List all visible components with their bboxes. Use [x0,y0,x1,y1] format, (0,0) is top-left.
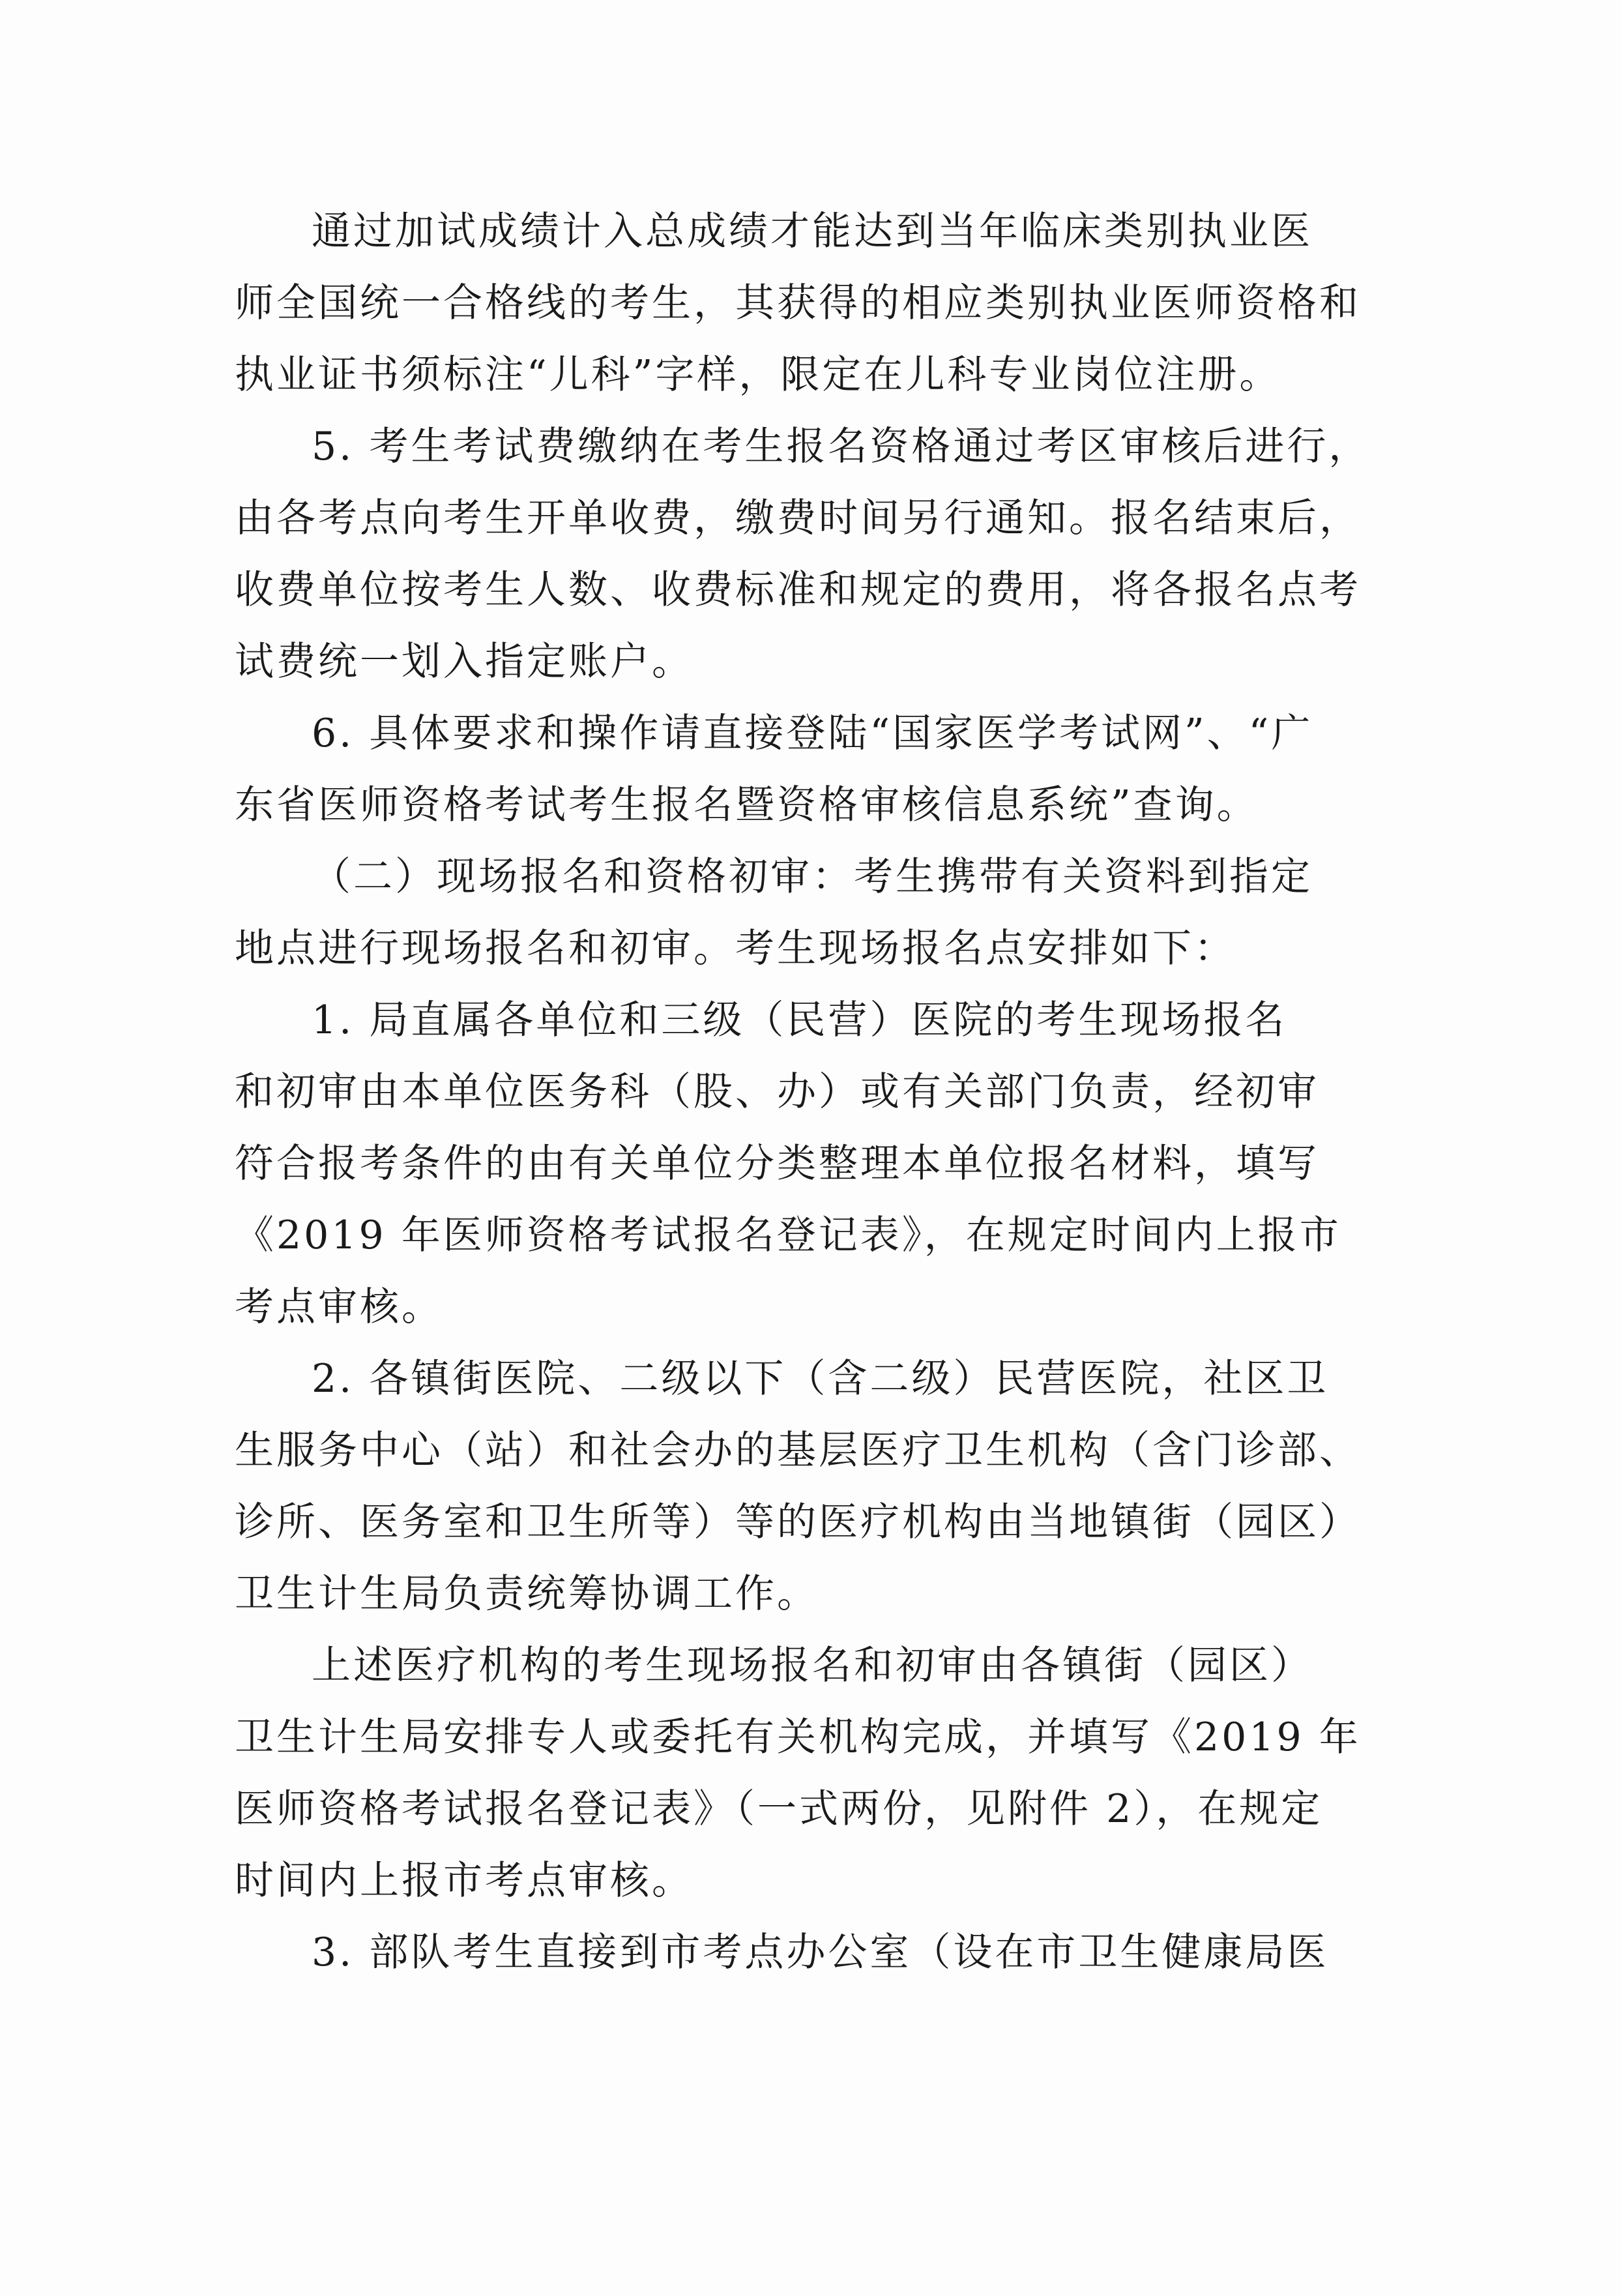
text-line: 时间内上报市考点审核。 [235,1858,694,1904]
text-line: 由各考点向考生开单收费，缴费时间另行通知。报名结束后， [235,495,1361,541]
text-line: 符合报考条件的由有关单位分类整理本单位报名材料，填写 [235,1141,1319,1186]
text-line: 1. 局直属各单位和三级（民营）医院的考生现场报名 [312,997,1287,1043]
text-line: 上述医疗机构的考生现场报名和初审由各镇街（园区） [312,1643,1313,1688]
text-line: 5. 考生考试费缴纳在考生报名资格通过考区审核后进行， [312,424,1371,469]
text-line: 卫生计生局安排专人或委托有关机构完成，并填写《2019 年 [235,1715,1361,1760]
text-line: 试费统一划入指定账户。 [235,639,694,684]
text-line: 6. 具体要求和操作请直接登陆“国家医学考试网”、“广 [312,711,1313,756]
text-line: 诊所、医务室和卫生所等）等的医疗机构由当地镇街（园区） [235,1499,1361,1545]
text-line: 和初审由本单位医务科（股、办）或有关部门负责，经初审 [235,1069,1319,1115]
text-line: 生服务中心（站）和社会办的基层医疗卫生机构（含门诊部、 [235,1428,1361,1473]
text-line: 师全国统一合格线的考生，其获得的相应类别执业医师资格和 [235,280,1361,326]
text-line: 《2019 年医师资格考试报名登记表》，在规定时间内上报市 [235,1213,1341,1258]
text-line: 执业证书须标注“儿科”字样，限定在儿科专业岗位注册。 [235,352,1281,398]
text-line: 通过加试成绩计入总成绩才能达到当年临床类别执业医 [312,209,1313,254]
text-line: 医师资格考试报名登记表》（一式两份，见附件 2），在规定 [235,1786,1323,1832]
text-line: 考点审核。 [235,1284,443,1330]
text-line: 收费单位按考生人数、收费标准和规定的费用，将各报名点考 [235,567,1361,613]
text-line: 东省医师资格考试考生报名暨资格审核信息系统”查询。 [235,782,1259,828]
text-line: 3. 部队考生直接到市考点办公室（设在市卫生健康局医 [312,1930,1329,1975]
text-line: 地点进行现场报名和初审。考生现场报名点安排如下： [235,926,1236,971]
body-text [235,196,1395,1988]
text-line: 2. 各镇街医院、二级以下（含二级）民营医院，社区卫 [312,1356,1329,1402]
text-line: 卫生计生局负责统筹协调工作。 [235,1571,819,1617]
text-line: （二）现场报名和资格初审：考生携带有关资料到指定 [312,854,1313,900]
